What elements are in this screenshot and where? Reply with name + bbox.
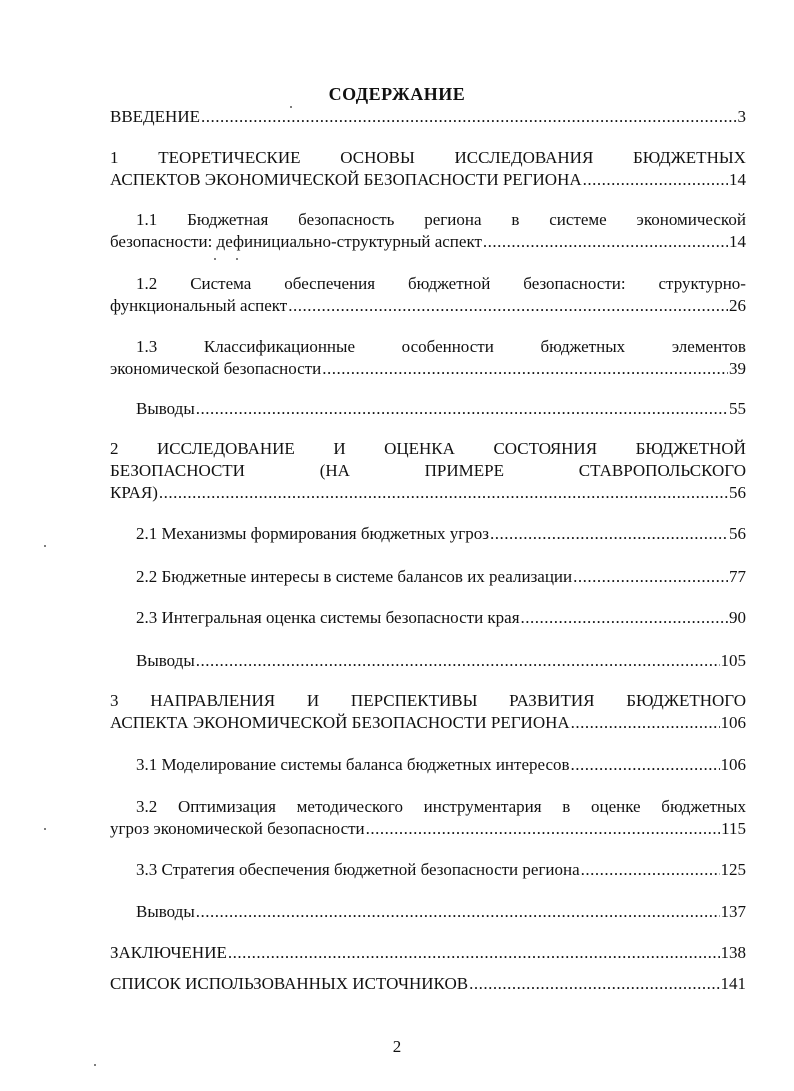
toc-page-number: 55 (729, 399, 746, 418)
toc-entry-text: СПИСОК ИСПОЛЬЗОВАННЫХ ИСТОЧНИКОВ (110, 974, 469, 993)
dot-leader (288, 295, 728, 317)
toc-word: 1.2 (136, 274, 158, 293)
toc-entry-text: Выводы (136, 651, 195, 670)
toc-word: системе (549, 210, 607, 229)
toc-entry-text: АСПЕКТА ЭКОНОМИЧЕСКОЙ БЕЗОПАСНОСТИ РЕГИОНА (110, 713, 570, 732)
toc-entry-conclusion (110, 942, 746, 964)
scan-speck (44, 545, 46, 547)
toc-entry-text: 3.1 Моделирование системы баланса бюджетных интересов (136, 755, 570, 774)
toc-page-number: 77 (729, 567, 746, 586)
toc-page-number: 115 (721, 819, 746, 838)
scan-speck (290, 106, 292, 108)
toc-word: бюджетных (540, 337, 626, 356)
toc-word: особенности (401, 337, 494, 356)
toc-word: ОСНОВЫ (340, 148, 415, 167)
toc-word: 1.3 (136, 337, 158, 356)
toc-word: ИССЛЕДОВАНИЯ (454, 148, 594, 167)
toc-word: региона (424, 210, 482, 229)
toc-entry-section-1-2 (110, 273, 746, 317)
toc-word: обеспечения (284, 274, 376, 293)
toc-word: структурно- (658, 274, 746, 293)
toc-entry-text: 2.2 Бюджетные интересы в системе балансов их реализации (136, 567, 573, 586)
toc-entry-text: 3.3 Стратегия обеспечения бюджетной безопасности региона (136, 860, 580, 879)
toc-page-number: 106 (720, 713, 746, 732)
toc-entry-section-3-2 (110, 796, 746, 840)
toc-entry-text: функциональный аспект (110, 296, 288, 315)
dot-leader (196, 650, 720, 672)
toc-word: инструментария (423, 797, 542, 816)
toc-page-number: 137 (720, 902, 746, 921)
toc-word: ТЕОРЕТИЧЕСКИЕ (158, 148, 301, 167)
toc-word: И (333, 439, 346, 458)
toc-word: ИССЛЕДОВАНИЕ (157, 439, 295, 458)
toc-entry-text: экономической безопасности (110, 359, 322, 378)
toc-entry-text: ЗАКЛЮЧЕНИЕ (110, 943, 227, 962)
toc-entry-text: АСПЕКТОВ ЭКОНОМИЧЕСКОЙ БЕЗОПАСНОСТИ РЕГИОНА (110, 170, 582, 189)
toc-page-number: 3 (737, 107, 746, 126)
toc-word: БЮДЖЕТНОГО (626, 691, 746, 710)
toc-entry-chapter-3 (110, 690, 746, 734)
toc-entry-chapter-2 (110, 438, 746, 504)
toc-page-number: 14 (729, 170, 746, 189)
dot-leader (159, 482, 728, 504)
scan-speck (44, 828, 46, 830)
toc-entry-section-2-1 (110, 523, 746, 545)
dot-leader (490, 523, 728, 545)
toc-entry-references (110, 973, 746, 995)
scan-speck (236, 258, 238, 260)
scan-speck (214, 258, 216, 260)
dot-leader (201, 106, 737, 128)
toc-entry-conclusions-3 (110, 901, 746, 923)
toc-word: 1.1 (136, 210, 158, 229)
toc-entry-introduction (110, 106, 746, 128)
toc-page-number: 56 (729, 524, 746, 543)
toc-word: БЮДЖЕТНЫХ (633, 148, 746, 167)
toc-page-number: 56 (729, 483, 746, 502)
toc-word: 1 (110, 148, 119, 167)
toc-word: в (562, 797, 571, 816)
toc-word: Оптимизация (177, 797, 276, 816)
toc-entry-text: безопасности: дефинициально-структурный аспект (110, 232, 482, 251)
toc-page-number: 138 (720, 943, 746, 962)
toc-word: бюджетных (661, 797, 746, 816)
toc-entry-section-2-3 (110, 607, 746, 629)
toc-page-number: 105 (720, 651, 746, 670)
toc-page-number: 141 (720, 974, 746, 993)
dot-leader (571, 712, 720, 734)
toc-word: бюджетной (408, 274, 491, 293)
toc-entry-section-1-3 (110, 336, 746, 380)
page-number: 2 (392, 1037, 402, 1056)
toc-word: Система (190, 274, 252, 293)
toc-word: 3 (110, 691, 119, 710)
toc-entry-section-2-2 (110, 566, 746, 588)
dot-leader (581, 859, 720, 881)
toc-entry-text: Выводы (136, 902, 195, 921)
toc-entry-conclusions-1 (110, 398, 746, 420)
toc-word: СТАВРОПОЛЬСКОГО (578, 461, 746, 480)
toc-word: оценке (590, 797, 641, 816)
toc-entry-text: ВВЕДЕНИЕ (110, 107, 200, 126)
dot-leader (583, 169, 728, 191)
dot-leader (521, 607, 728, 629)
toc-word: безопасность (298, 210, 395, 229)
toc-word: ПЕРСПЕКТИВЫ (350, 691, 478, 710)
toc-entry-text: КРАЯ) (110, 483, 158, 502)
scan-speck (94, 1064, 96, 1066)
toc-word: Бюджетная (187, 210, 269, 229)
toc-entry-text: 2.1 Механизмы формирования бюджетных угроз (136, 524, 489, 543)
toc-word: БЮДЖЕТНОЙ (635, 439, 746, 458)
toc-page-number: 125 (720, 860, 746, 879)
toc-word: ОЦЕНКА (384, 439, 455, 458)
toc-page-number: 39 (729, 359, 746, 378)
toc-word: РАЗВИТИЯ (509, 691, 595, 710)
toc-word: СОСТОЯНИЯ (493, 439, 598, 458)
toc-word: методического (296, 797, 403, 816)
toc-entry-conclusions-2 (110, 650, 746, 672)
dot-leader (228, 942, 720, 964)
dot-leader (196, 901, 720, 923)
toc-word: безопасности: (523, 274, 626, 293)
dot-leader (469, 973, 719, 995)
toc-page-number: 106 (720, 755, 746, 774)
toc-word: ПРИМЕРЕ (424, 461, 505, 480)
dot-leader (322, 358, 728, 380)
toc-word: БЕЗОПАСНОСТИ (110, 461, 245, 480)
toc-word: в (511, 210, 520, 229)
page-title: СОДЕРЖАНИЕ (328, 84, 466, 104)
toc-entry-section-3-1 (110, 754, 746, 776)
toc-word: экономической (636, 210, 746, 229)
dot-leader (196, 398, 728, 420)
toc-entry-chapter-1 (110, 147, 746, 191)
dot-leader (573, 566, 728, 588)
toc-word: Классификационные (203, 337, 355, 356)
toc-page-number: 90 (729, 608, 746, 627)
toc-entry-section-3-3 (110, 859, 746, 881)
dot-leader (571, 754, 720, 776)
toc-word: элементов (671, 337, 746, 356)
toc-page-number: 14 (729, 232, 746, 251)
toc-word: И (306, 691, 320, 710)
toc-word: 3.2 (136, 797, 158, 816)
toc-entry-text: Выводы (136, 399, 195, 418)
dot-leader (483, 231, 728, 253)
toc-entry-section-1-1 (110, 209, 746, 253)
toc-word: 2 (110, 439, 119, 458)
toc-entry-text: угроз экономической безопасности (110, 819, 365, 838)
toc-word: НАПРАВЛЕНИЯ (150, 691, 276, 710)
dot-leader (366, 818, 720, 840)
toc-word: (НА (319, 461, 350, 480)
toc-page-number: 26 (729, 296, 746, 315)
toc-entry-text: 2.3 Интегральная оценка системы безопасности края (136, 608, 520, 627)
